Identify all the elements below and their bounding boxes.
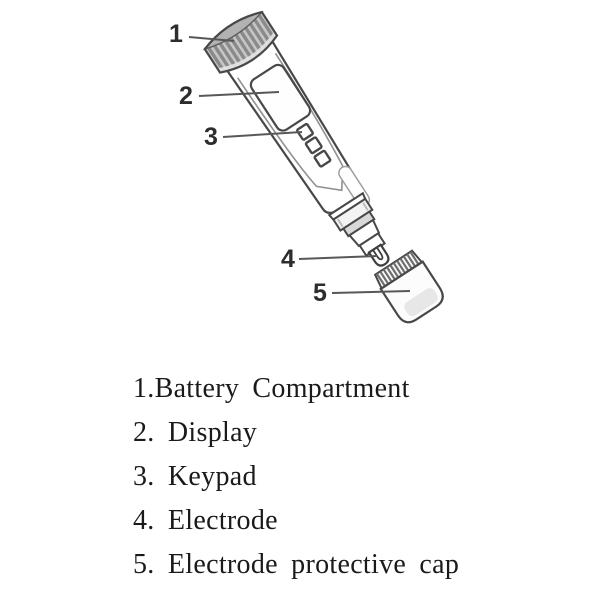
legend-item-display: 2. Display — [133, 417, 258, 448]
device-body — [225, 38, 369, 219]
callout-number-1: 1 — [169, 20, 183, 48]
legend-item-electrode: 4. Electrode — [133, 505, 278, 536]
callout-line-4 — [299, 256, 377, 259]
legend-item-electrode-protective-cap: 5. Electrode protective cap — [133, 549, 460, 580]
legend-item-keypad: 3. Keypad — [133, 461, 257, 492]
legend-item-battery-compartment: 1.Battery Compartment — [133, 373, 410, 404]
callout-number-4: 4 — [281, 245, 295, 273]
callout-number-2: 2 — [179, 82, 193, 110]
callout-number-3: 3 — [204, 123, 218, 151]
callout-number-5: 5 — [313, 279, 327, 307]
parts-legend — [133, 367, 459, 587]
